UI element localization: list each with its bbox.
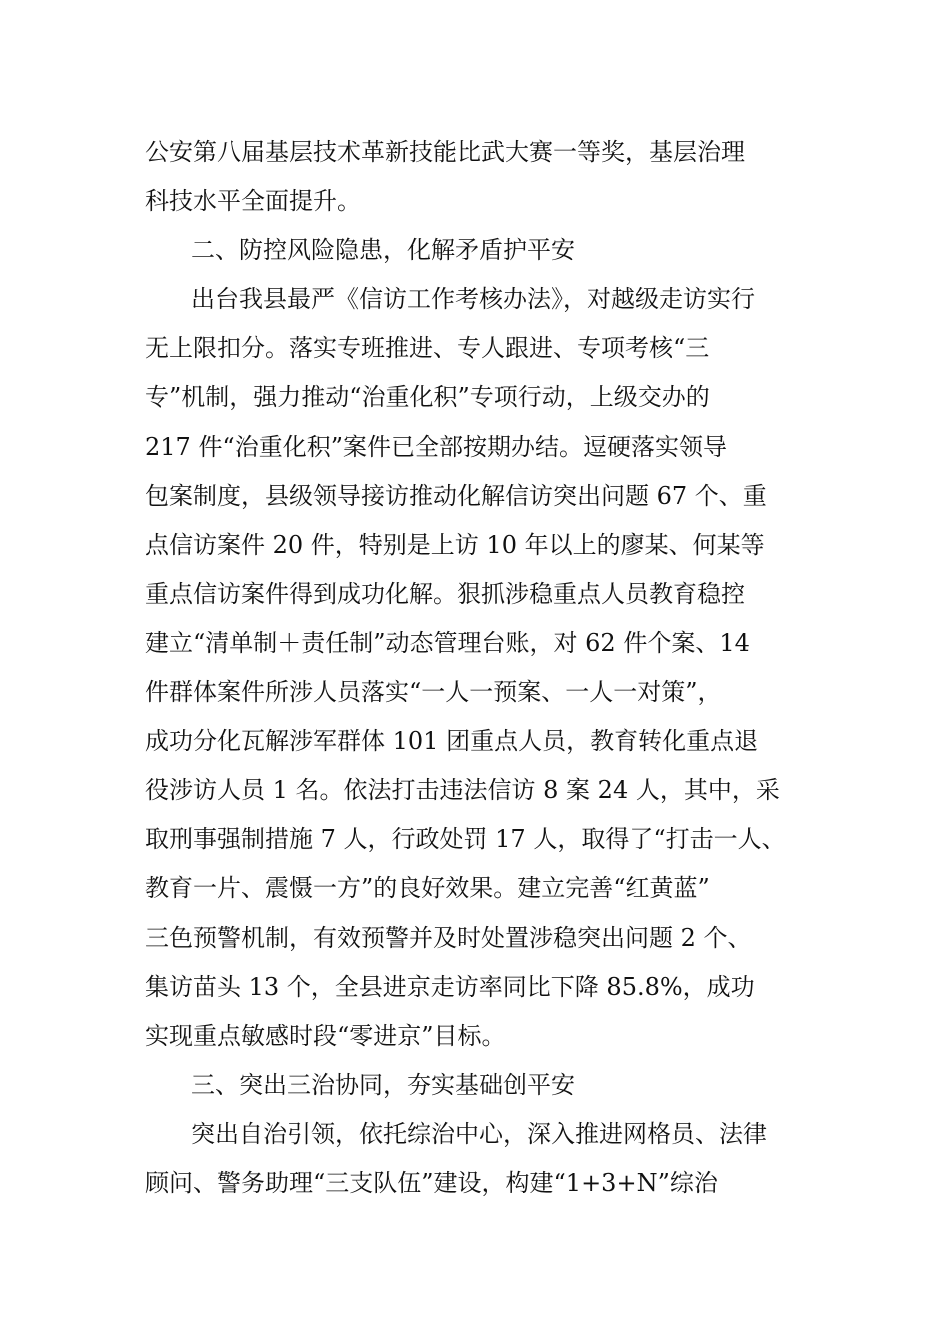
paragraph-line: 包案制度，县级领导接访推动化解信访突出问题 67 个、重 (145, 481, 767, 510)
paragraph-line: 役涉访人员 1 名。依法打击违法信访 8 案 24 人，其中，采 (145, 776, 780, 805)
paragraph-line: 取刑事强制措施 7 人，行政处罚 17 人，取得了“打击一人、 (145, 825, 786, 854)
section-heading: 二、防控风险隐患，化解矛盾护平安 (191, 236, 575, 265)
paragraph-line: 突出自治引领，依托综治中心，深入推进网格员、法律 (191, 1119, 767, 1148)
paragraph-line: 件群体案件所涉人员落实“一人一预案、一人一对策”， (145, 678, 722, 707)
paragraph-line: 出台我县最严《信访工作考核办法》，对越级走访实行 (191, 285, 755, 314)
section-heading: 三、突出三治协同，夯实基础创平安 (191, 1070, 575, 1099)
paragraph-line: 三色预警机制，有效预警并及时处置涉稳突出问题 2 个、 (145, 923, 752, 952)
paragraph-line: 成功分化瓦解涉军群体 101 团重点人员，教育转化重点退 (145, 727, 759, 756)
paragraph-line: 217 件“治重化积”案件已全部按期办结。逗硬落实领导 (145, 432, 727, 461)
paragraph-line: 无上限扣分。落实专班推进、专人跟进、专项考核“三 (145, 334, 710, 363)
paragraph-line: 科技水平全面提升。 (145, 187, 361, 216)
paragraph-line: 重点信访案件得到成功化解。狠抓涉稳重点人员教育稳控 (145, 579, 745, 608)
paragraph-line: 教育一片、震慑一方”的良好效果。建立完善“红黄蓝” (145, 874, 710, 903)
paragraph-line: 公安第八届基层技术革新技能比武大赛一等奖，基层治理 (145, 138, 745, 166)
paragraph-line: 专”机制，强力推动“治重化积”专项行动，上级交办的 (145, 383, 710, 412)
paragraph-line: 实现重点敏感时段“零进京”目标。 (145, 1021, 506, 1050)
paragraph-line: 点信访案件 20 件，特别是上访 10 年以上的廖某、何某等 (145, 530, 765, 559)
paragraph-line: 建立“清单制＋责任制”动态管理台账，对 62 件个案、14 (145, 628, 750, 657)
paragraph-line: 集访苗头 13 个，全县进京走访率同比下降 85.8%，成功 (145, 972, 755, 1001)
body-text (145, 128, 810, 1208)
paragraph-line: 顾问、警务助理“三支队伍”建设，构建“1+3+N”综治 (145, 1168, 718, 1197)
